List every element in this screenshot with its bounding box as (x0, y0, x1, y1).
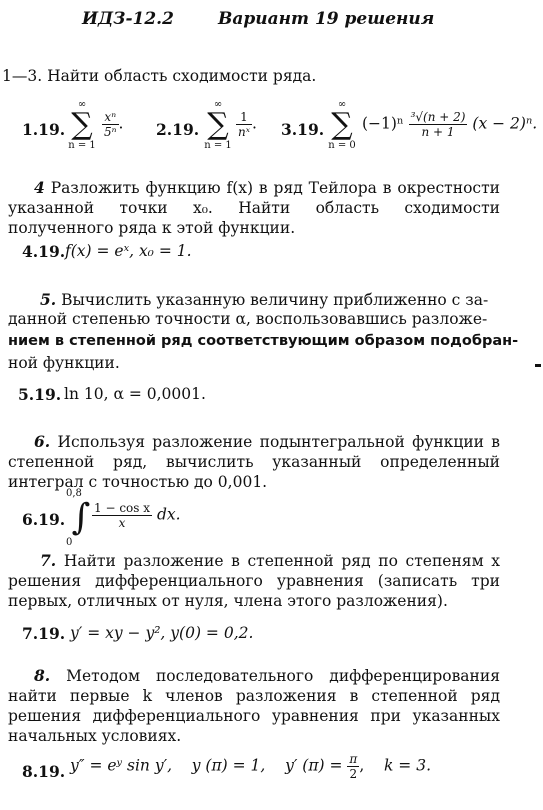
problem-1-number: 1.19. (22, 120, 66, 139)
task5-line-1: 5. Вычислить указанную величину приближенно с за- (40, 290, 489, 309)
sum-3-lower: n = 0 (328, 140, 356, 151)
problem-6-number: 6.19. (22, 510, 66, 529)
task6-statement: 6. Используя разложение подынтегральной функции в степенной ряд, вычислить указанный определенный интеграл с точностью до 0,001. (8, 432, 500, 491)
task13-title: 1—3. Найти область сходимости ряда. (2, 67, 317, 85)
task8-statement: 8. Методом последовательного дифференцирования найти первые k членов разложения в степенной ряд решения дифференциального уравнения при указанных начальных условиях. (8, 666, 500, 745)
sum-3-upper: ∞ (337, 99, 347, 110)
problem-2-expression: $\frac{1}{\text{nˣ}}$ . (238, 110, 257, 139)
sum-1-upper: ∞ (77, 99, 87, 110)
problem-5-number: 5.19. (18, 385, 62, 404)
task5-line-4: ной функции. (8, 354, 120, 372)
task5-line-2: данной степенью точности α, воспользовавшись разложе- (8, 310, 488, 328)
integral-lower: 0 (66, 537, 73, 548)
problem-1-expression: $\frac{\text{xⁿ}}{\text{5ⁿ}}$ . (104, 110, 124, 139)
sum-symbol-1: ∞ ∑ n = 1 (66, 99, 98, 151)
header-title: ИДЗ-12.2 (82, 9, 174, 29)
problem-5-expression: ln 10, α = 0,0001. (64, 385, 206, 403)
header-variant: Вариант 19 решения (218, 9, 435, 29)
problem-6-expression: $\frac{\text{1 − cos x}}{x}$ dx. (94, 501, 181, 530)
problem-2-number: 2.19. (156, 120, 200, 139)
problem-3-number: 3.19. (281, 120, 325, 139)
sum-2-lower: n = 1 (204, 140, 232, 151)
scan-mark (535, 364, 541, 367)
task7-statement: 7. Найти разложение в степенной ряд по степеням x решения дифференциального уравнения (записать три первых, отличных от нуля, члена этого разложения). (8, 551, 500, 610)
problem-7-expression: y′ = xy − y², y(0) = 0,2. (70, 624, 254, 642)
problem-4-number: 4.19. (22, 242, 66, 261)
problem-8-expression: y″ = eʸ sin y′, y (π) = 1, y′ (π) = $\frac{\pi}{2}$ , k = 3. (70, 752, 431, 781)
task5-line-3: нием в степенной ряд соответствующим образом подобран- (8, 333, 519, 349)
problem-8-number: 8.19. (22, 762, 66, 781)
sum-1-lower: n = 1 (68, 140, 96, 151)
integral-upper: 0,8 (66, 488, 82, 499)
sum-symbol-3: ∞ ∑ n = 0 (326, 99, 358, 151)
problem-3-expression: (−1)ⁿ $\frac{\text{³√(n + 2)}}{n + 1}$ (x − 2)ⁿ. (362, 110, 538, 139)
task4-statement: 4 Разложить функцию f(x) в ряд Тейлора в окрестности указанной точки x₀. Найти область сходимости полученного ряда к этой функции. (8, 178, 501, 237)
problem-7-number: 7.19. (22, 624, 66, 643)
integral-symbol: 0,8 ∫ 0 (66, 488, 96, 548)
sum-2-upper: ∞ (213, 99, 223, 110)
problem-4-expression: f(x) = eˣ, x₀ = 1. (65, 242, 192, 260)
sum-symbol-2: ∞ ∑ n = 1 (202, 99, 234, 151)
